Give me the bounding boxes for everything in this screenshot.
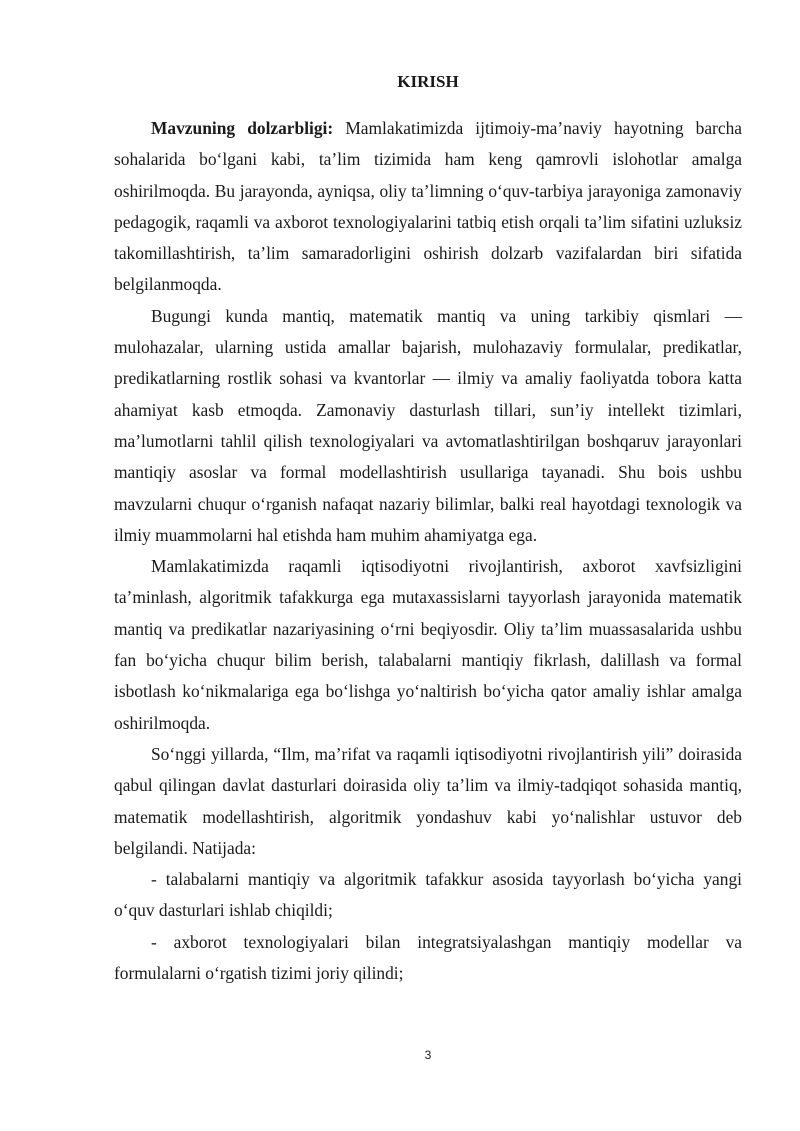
paragraph-text: - axborot texnologiyalari bilan integratsiyalashgan mantiqiy modellar va formulalarni o‘rgatish tizimi joriy qilindi; <box>114 931 742 984</box>
paragraph-text: So‘nggi yillarda, “Ilm, ma’rifat va raqamli iqtisodiyotni rivojlantirish yili” doirasida qabul qilingan davlat dasturlari doirasida oliy ta’lim va ilmiy-tadqiqot sohasida mantiq, matematik modellashtirish, algoritmik yondashuv kabi yo‘nalishlar ustuvor deb belgilandi. Natijada: <box>114 743 742 858</box>
paragraph-relevance <box>114 113 742 301</box>
paragraph-logic-importance <box>114 301 742 551</box>
paragraph-text: Bugungi kunda mantiq, matematik mantiq va uning tarkibiy qismlari — mulohazalar, ularning ustida amallar bajarish, mulohazaviy formulalar, predikatlar, predikatlarning rostlik sohasi va kvantorlar — ilmiy va amaliy faoliyatda tobora katta ahamiyat kasb etmoqda. Zamonaviy dasturlash tillari, sun’iy intellekt tizimlari, ma’lumotlarni tahlil qilish texnologiyalari va avtomatlashtirilgan boshqaruv jarayonlari mantiqiy asoslar va formal modellashtirish usullariga tayanadi. Shu bois ushbu mavzularni chuqur o‘rganish nafaqat nazariy bilimlar, balki real hayotdagi texnologik va ilmiy muammolarni hal etishda ham muhim ahamiyatga ega. <box>114 305 742 545</box>
paragraph-recent-years <box>114 739 742 864</box>
list-item-curricula <box>114 864 742 927</box>
list-item-models <box>114 927 742 990</box>
paragraph-digital-economy <box>114 551 742 739</box>
paragraph-text: Mamlakatimizda ijtimoiy-ma’naviy hayotning barcha sohalarida bo‘lgani kabi, ta’lim tizimida ham keng qamrovli islohotlar amalga oshirilmoqda. Bu jarayonda, ayniqsa, oliy ta’limning o‘quv-tarbiya jarayoniga zamonaviy pedagogik, raqamli va axborot texnologiyalarini tatbiq etish orqali ta’lim sifatini uzluksiz takomillashtirish, ta’lim samaradorligini oshirish dolzarb vazifalardan biri sifatida belgilanmoqda. <box>114 118 742 295</box>
document-page <box>114 0 742 1131</box>
paragraph-lead: Mavzuning dolzarbligi: <box>151 118 334 138</box>
paragraph-text: Mamlakatimizda raqamli iqtisodiyotni rivojlantirish, axborot xavfsizligini ta’minlash, algoritmik tafakkurga ega mutaxassislarni tayyorlash jarayonida matematik mantiq va predikatlar nazariyasining o‘rni beqiyosdir. Oliy ta’lim muassasalarida ushbu fan bo‘yicha chuqur bilim berish, talabalarni mantiqiy fikrlash, dalillash va formal isbotlash ko‘nikmalariga ega bo‘lishga yo‘naltirish bo‘yicha qator amaliy ishlar amalga oshirilmoqda. <box>114 556 742 733</box>
paragraph-text: - talabalarni mantiqiy va algoritmik tafakkur asosida tayyorlash bo‘yicha yangi o‘quv dasturlari ishlab chiqildi; <box>114 869 742 921</box>
section-title: KIRISH <box>397 72 459 91</box>
page-number: 3 <box>424 1048 432 1062</box>
body-text <box>114 113 742 989</box>
